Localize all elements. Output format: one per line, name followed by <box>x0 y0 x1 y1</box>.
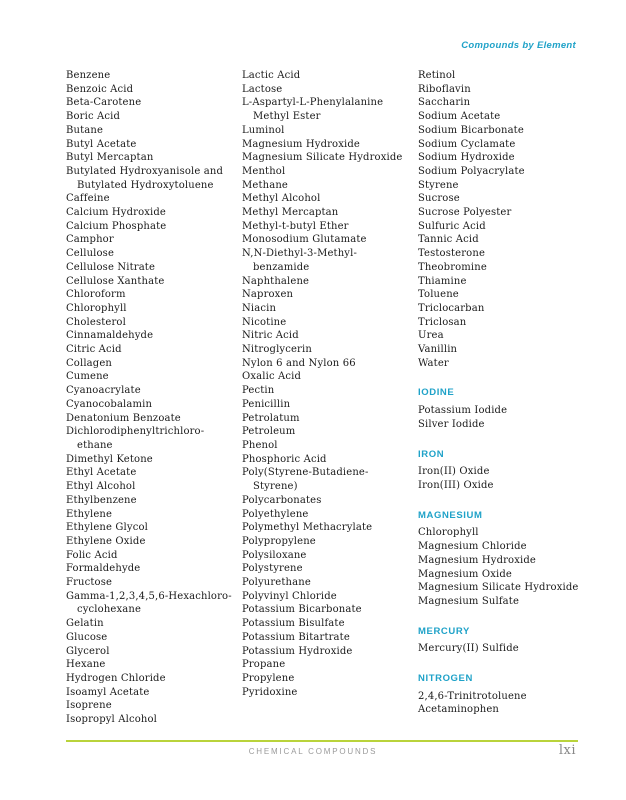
compound-item: Acetaminophen <box>418 704 500 716</box>
compound-item: Hydrogen Chloride <box>66 672 166 684</box>
compound-item: Potassium Hydroxide <box>242 645 353 657</box>
compound-item: Collagen <box>66 357 112 369</box>
section-heading: MERCURY <box>418 625 470 637</box>
compound-item: Testosterone <box>418 248 486 260</box>
column-3 <box>418 69 583 717</box>
compound-item: Chloroform <box>66 289 126 301</box>
compound-item: N,N-Diethyl-3-Methyl-benzamide <box>242 248 357 273</box>
compound-item: Urea <box>418 330 444 342</box>
compound-item: Triclosan <box>418 316 467 328</box>
compound-item: Camphor <box>66 234 114 246</box>
compound-item: Methyl Mercaptan <box>242 207 339 219</box>
compound-item: Sodium Cyclamate <box>418 138 516 150</box>
compound-item: Cholesterol <box>66 316 126 328</box>
element-section <box>418 625 583 656</box>
compound-item: Theobromine <box>418 261 487 273</box>
compound-item: Magnesium Silicate Hydroxide <box>242 152 403 164</box>
compound-item: Naproxen <box>242 289 294 301</box>
compound-item: Sodium Hydroxide <box>418 152 515 164</box>
compound-item: Silver Iodide <box>418 418 485 430</box>
compound-item: Tannic Acid <box>418 234 479 246</box>
compound-item: Magnesium Hydroxide <box>418 554 536 566</box>
compound-item: Potassium Bisulfate <box>242 618 345 630</box>
running-head: Compounds by Element <box>461 40 576 51</box>
compound-item: Polystyrene <box>242 563 303 575</box>
compound-item: Niacin <box>242 302 277 314</box>
compound-item: Isoprene <box>66 700 112 712</box>
compound-item: Denatonium Benzoate <box>66 412 181 424</box>
compound-item: Ethylene <box>66 508 113 520</box>
compound-item: Pectin <box>242 385 275 397</box>
element-section <box>418 386 583 431</box>
compound-item: Menthol <box>242 165 286 177</box>
compound-item: Beta-Carotene <box>66 97 142 109</box>
compound-item: Iron(III) Oxide <box>418 479 494 491</box>
compound-item: Calcium Phosphate <box>66 220 167 232</box>
compound-item: Petrolatum <box>242 412 300 424</box>
compound-item: Sodium Bicarbonate <box>418 124 524 136</box>
compound-item: Propylene <box>242 672 295 684</box>
compound-item: Chlorophyll <box>418 527 479 539</box>
compound-item: Benzene <box>66 70 111 81</box>
compound-item: Methane <box>242 179 288 191</box>
compound-item: Petroleum <box>242 426 296 438</box>
compound-item: Cellulose Xanthate <box>66 275 165 287</box>
compound-item: Toluene <box>418 289 459 301</box>
compound-item: Magnesium Sulfate <box>418 595 520 607</box>
section-heading: MAGNESIUM <box>418 509 483 521</box>
compound-item: Luminol <box>242 124 285 136</box>
compound-item: 2,4,6-Trinitrotoluene <box>418 690 527 702</box>
compound-item: Gamma-1,2,3,4,5,6-Hexachloro-cyclohexane <box>66 590 232 616</box>
compound-item: Triclocarban <box>418 302 485 314</box>
compound-item: Sodium Polyacrylate <box>418 165 525 177</box>
footer-title: CHEMICAL COMPOUNDS <box>248 747 378 756</box>
compound-item: Isopropyl Alcohol <box>66 714 157 726</box>
compound-item: Polyurethane <box>242 577 311 589</box>
compound-item: Dimethyl Ketone <box>66 453 153 465</box>
compound-item: Cellulose Nitrate <box>66 261 156 273</box>
compound-item: Fructose <box>66 577 113 589</box>
column-1 <box>66 69 236 727</box>
footer-rule <box>66 740 578 742</box>
compound-item: Ethylene Oxide <box>66 535 146 547</box>
compound-item: L-Aspartyl-L-Phenylalanine Methyl Ester <box>242 97 384 123</box>
compound-item: Butane <box>66 124 104 136</box>
compound-item: Caffeine <box>66 193 110 205</box>
compound-item: Water <box>418 357 449 369</box>
compound-item: Thiamine <box>418 275 467 287</box>
element-section <box>418 672 583 717</box>
compound-item: Butylated Hydroxyanisole and Butylated Hydroxytoluene <box>66 165 224 191</box>
compound-item: Ethylbenzene <box>66 494 137 506</box>
compound-item: Boric Acid <box>66 111 121 123</box>
section-heading: NITROGEN <box>418 673 473 685</box>
compound-item: Formaldehyde <box>66 563 141 575</box>
compound-item: Methyl-t-butyl Ether <box>242 220 349 232</box>
compound-item: Mercury(II) Sulfide <box>418 643 519 655</box>
compound-item: Poly(Styrene-Butadiene-Styrene) <box>242 467 369 493</box>
compound-item: Lactic Acid <box>242 70 301 81</box>
compound-item: Ethyl Alcohol <box>66 481 136 493</box>
compound-item: Polysiloxane <box>242 549 307 561</box>
compound-item: Phosphoric Acid <box>242 453 327 465</box>
compound-item: Vanillin <box>418 344 458 356</box>
compound-item: Ethyl Acetate <box>66 467 137 479</box>
compound-item: Chlorophyll <box>66 302 127 314</box>
compound-item: Polyethylene <box>242 508 309 520</box>
compound-item: Monosodium Glutamate <box>242 234 367 246</box>
compound-item: Styrene <box>418 179 459 191</box>
compound-item: Folic Acid <box>66 549 118 561</box>
compound-item: Glucose <box>66 631 108 643</box>
compound-item: Nylon 6 and Nylon 66 <box>242 357 356 369</box>
compound-item: Polymethyl Methacrylate <box>242 522 373 534</box>
compound-item: Oxalic Acid <box>242 371 302 383</box>
column-2 <box>242 69 412 699</box>
compound-item: Ethylene Glycol <box>66 522 148 534</box>
compound-item: Propane <box>242 659 286 671</box>
compound-item: Calcium Hydroxide <box>66 207 166 219</box>
compound-item: Polycarbonates <box>242 494 322 506</box>
element-section <box>418 448 583 493</box>
compound-item: Cinnamaldehyde <box>66 330 154 342</box>
compound-item: Cyanoacrylate <box>66 385 141 397</box>
compound-item: Saccharin <box>418 97 471 109</box>
compound-item: Lactose <box>242 83 283 95</box>
compound-item: Magnesium Oxide <box>418 568 512 580</box>
compound-item: Magnesium Chloride <box>418 541 527 553</box>
compound-item: Dichlorodiphenyltrichloro-ethane <box>66 426 205 451</box>
compound-item: Isoamyl Acetate <box>66 686 150 698</box>
section-heading: IRON <box>418 448 445 460</box>
compound-item: Butyl Mercaptan <box>66 152 154 164</box>
section-heading: IODINE <box>418 387 455 399</box>
compound-item: Naphthalene <box>242 275 310 287</box>
compound-item: Potassium Bitartrate <box>242 631 350 643</box>
compound-item: Glycerol <box>66 645 110 657</box>
element-section <box>418 509 583 609</box>
compound-item: Polyvinyl Chloride <box>242 590 337 602</box>
compound-item: Methyl Alcohol <box>242 193 321 205</box>
compound-item: Butyl Acetate <box>66 138 137 150</box>
compound-item: Sucrose <box>418 193 460 205</box>
compound-item: Cellulose <box>66 248 115 260</box>
compound-item: Sodium Acetate <box>418 111 501 123</box>
compound-item: Iron(II) Oxide <box>418 466 490 478</box>
page-number: lxi <box>558 743 576 758</box>
compound-item: Cumene <box>66 371 109 383</box>
compound-item: Riboflavin <box>418 83 471 95</box>
compound-item: Magnesium Hydroxide <box>242 138 360 150</box>
compound-item: Magnesium Silicate Hydroxide <box>418 582 579 594</box>
compound-item: Pyridoxine <box>242 686 298 698</box>
compound-item: Retinol <box>418 70 456 81</box>
compound-item: Polypropylene <box>242 535 316 547</box>
compound-item: Cyanocobalamin <box>66 398 153 410</box>
compound-item: Nitric Acid <box>242 330 299 342</box>
compound-item: Citric Acid <box>66 344 122 356</box>
compound-item: Sulfuric Acid <box>418 220 486 232</box>
compound-item: Nicotine <box>242 316 287 328</box>
compound-item: Potassium Iodide <box>418 405 508 417</box>
compound-item: Hexane <box>66 659 106 671</box>
compound-item: Gelatin <box>66 618 104 630</box>
compound-item: Penicillin <box>242 398 291 410</box>
compound-item: Benzoic Acid <box>66 83 134 95</box>
compound-item: Nitroglycerin <box>242 344 312 356</box>
compound-item: Potassium Bicarbonate <box>242 604 362 616</box>
compound-item: Sucrose Polyester <box>418 207 512 219</box>
compound-item: Phenol <box>242 439 278 451</box>
